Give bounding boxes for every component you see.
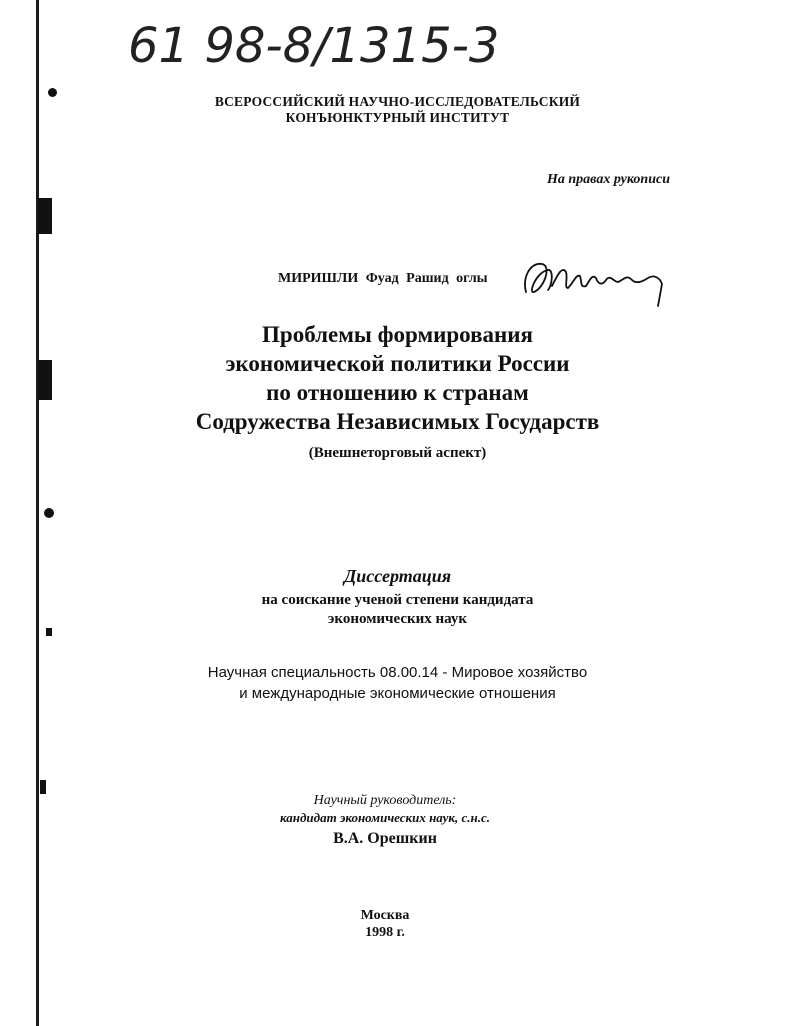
institute-line-1: ВСЕРОССИЙСКИЙ НАУЧНО-ИССЛЕДОВАТЕЛЬСКИЙ (214, 94, 581, 109)
city: Москва (360, 908, 410, 923)
scan-speck (40, 780, 46, 794)
title-line-1: Проблемы формирования (262, 322, 533, 347)
degree-description (0, 591, 795, 629)
archive-number (128, 12, 548, 76)
dissertation-heading: Диссертация (343, 566, 452, 586)
archive-number-text: 61 98-8/1315-3 (128, 18, 500, 74)
year: 1998 г. (365, 925, 405, 940)
supervisor-name: В.А. Орешкин (333, 830, 437, 847)
subtitle: (Внешнеторговый аспект) (308, 445, 487, 461)
place-and-year (0, 907, 770, 941)
author-signature (518, 252, 668, 310)
rights-note: На правах рукописи (547, 172, 670, 187)
title-line-3: по отношению к странам (266, 380, 529, 405)
title-line-4: Содружества Независимых Государств (195, 409, 600, 434)
dissertation-title (0, 320, 795, 436)
institute-name (0, 94, 795, 126)
supervisor-degree: кандидат экономических наук, с.н.с. (280, 810, 490, 825)
author-name: МИРИШЛИ Фуад Рашид оглы (278, 271, 488, 286)
specialty (0, 662, 795, 704)
scan-speck (46, 628, 52, 636)
scan-speck (38, 198, 52, 234)
supervisor-label: Научный руководитель: (313, 793, 457, 808)
specialty-line-2: и международные экономические отношения (239, 685, 556, 702)
degree-line-1: на соискание ученой степени кандидата (261, 592, 534, 608)
degree-line-2: экономических наук (327, 611, 468, 627)
scan-speck (44, 508, 54, 518)
specialty-line-1: Научная специальность 08.00.14 - Мировое хозяйство (207, 664, 588, 681)
title-line-2: экономической политики России (225, 351, 570, 376)
institute-line-2: КОНЪЮНКТУРНЫЙ ИНСТИТУТ (285, 110, 510, 125)
scan-edge (36, 0, 39, 1026)
